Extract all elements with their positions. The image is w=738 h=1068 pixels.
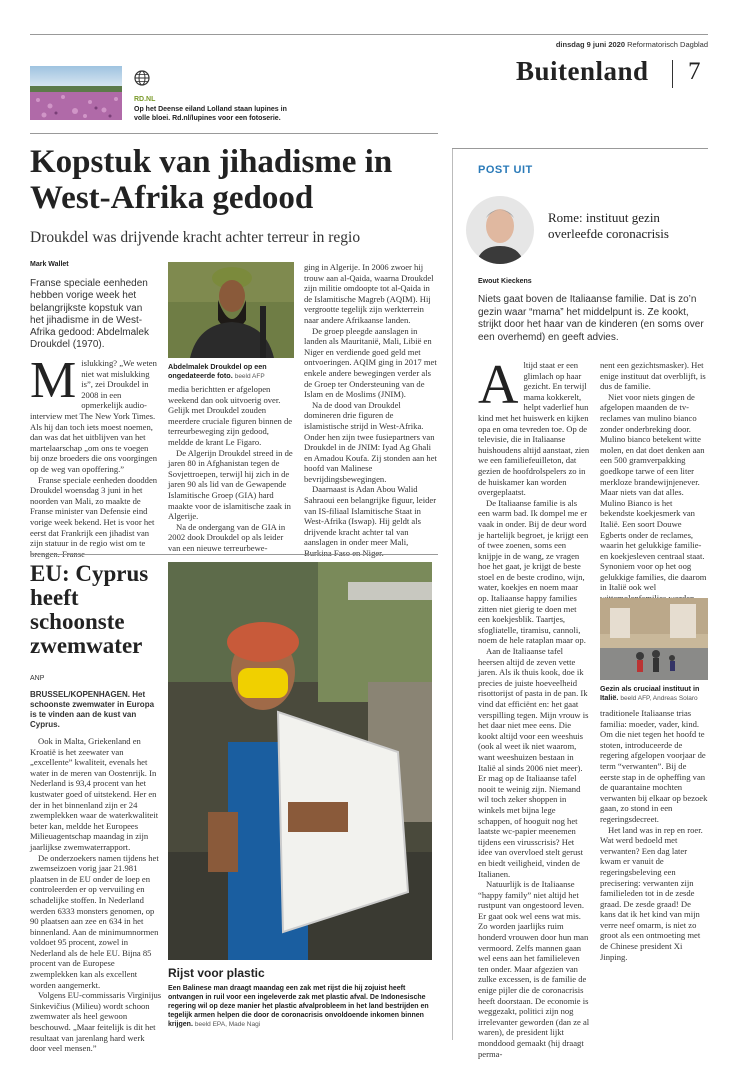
section-title: Buitenland xyxy=(516,56,649,86)
main-col1: Mislukking? „We weten niet wat mislukking is”, zei Droukdel in 2008 in een opmerkelijk audio-interview met The New York Times. Als hij dan toch iets moest noemen, dan was dat het uitblijven van het martelaarschap „om ons te voegen bij onze broeders die ons voorgingen op de weg van opoffering.” Franse speciale eenheden doodden Droukdel woensdag 3 juni in het noorden van Mali, zo maakte de Franse minister van Defensie eind vorige week bekend. Het is voor het eerst dat Frankrijk een jihadist van zijn statuur in de regio wist om te xyxy=(30,352,158,549)
rome-caption: Gezin als cruciaal instituut in Italië. beeld AFP, Andreas Solaro xyxy=(600,684,700,702)
lupines-photo[interactable] xyxy=(30,66,122,120)
post-uit-col1: Altijd staat er een glimlach op haar gezicht. En terwijl mama kokkerelt, helpt vaderlief hun kind met het huiswerk en kijken opa en oma tevreden toe. Op de televisie, die in Italiaanse huishoudens altijd aanstaat, zien we een familiefeuilleton, dat gezien de hoofdrolspelers zo in de huiskamer kan worden overgeplaatst. De Italiaanse familie is als een warm bad. Ik dompel me er vaak in onder. Bij de deur word je hartelijk begroet, je krijgt een of twee zoenen, soms een knijpje in de wang, ze vragen hoe het gaat, je krijgt de beste stoel en de beste crodino, wijn, water, koekjes en noem maar op. Italiaanse happy families zitten niet gierig te doen met een koekjesblik. Taartjes, sfogliatelle, tiramisu, cannoli, noem de hele rataplan maar op. Aan de Italiaanse tafel heersen altijd de zeven vette jaren. Als ik thuis kook, doe ik precies de juiste hoeveelheid risottorijst of pasta in de pan. Ik vind dat efficiënt en: het gaat verspilling tegen. Mijn vrouw is het daar niet mee eens. Die kookt altijd voor een weeshuis (ook al weet ik niet waarom, want weeshuizen bestaan in Italië al sinds 2006 niet meer). Er mag op de Italiaanse tafel nooit te weinig zijn. Niemand wil toch zeker shoppen in winkels met bijna lege schappen, of hooguit nog het laatste wc-papier meenemen tijdens een virusscrisis? Het idee van overvloed stelt gerust en biedt veiligheid, vinden de Italianen. Natuurlijk is de Italiaanse “happy family” niet altijd het rustpunt van ongestoord leven. Er gaat ook wel eens wat mis. Zo worden jaarlijks ruim honderd vrouwen door hun man vermoord. Zelfs mannen gaan wel eens aan het familieleven ten onder. Maar afgezien van zulke excessen, is de familie de enige pijler die de coronacrisis heeft doorstaan. De economie is weggezakt, politici zijn nog irrelevanter geworden (dan ze al waren), de president lijkt monddood gemaakt (hij draagt perma- xyxy=(478,354,590,1059)
section-rule xyxy=(30,554,438,555)
dropcap-a: A xyxy=(478,354,519,416)
main-col2: media berichtten er afgelopen weekend dan ook uitvoerig over. Gelijk met Droukdel zouden meerdere cruciale figuren binnen de terreurbeweging zijn gedood, meldde de krant Le Figaro. De Algerijn Droukdel streed in de jaren 80 in Afghanistan tegen de Sovjettroepen, terwijl hij zich in de jaren 90 als lid van de Gewapende Islamitische Groep (GIA) hard maakte voor de islamitische zaak in Algerije. Na de ondergang van de GIA in 2002 dook Droukdel op als leider van een nieuwe terreurbewe- xyxy=(168,384,293,553)
plastic-caption: Een Balinese man draagt maandag een zak met rijst die hij zojuist heeft ontvangen in ruil voor een ingeleverde zak met plastic afval. De Indonesische regering wil op deze manier het plastic afvalprobleem in het land bestrijden en tegelijk armen helpen die door de coronacrisis onvoldoende inkomen binnen krijgen. beeld EPA, Made Nagi xyxy=(168,985,429,1028)
plastic-photo[interactable] xyxy=(168,562,432,960)
cyprus-source: ANP xyxy=(30,675,45,682)
section-divider xyxy=(672,60,673,88)
page-number: 7 xyxy=(688,58,701,85)
plastic-title: Rijst voor plastic xyxy=(168,966,265,980)
main-rule xyxy=(30,133,438,134)
post-uit-headline: Rome: instituut gezin overleefde coronacrisis xyxy=(548,210,669,241)
post-uit-col2b: traditionele Italiaanse trias familia: moeder, vader, kind. Om die niet tegen het hoofd te stoten, introduceerde de regering afgelopen voorjaar de term “verwanten”. Bij de eerste stap in de opheffing van de quarantaine mochten verwanten bij elkaar op bezoek gaan, zo stond in een regeringsdecreet. Het land was in rep en roer. Wat werd bedoeld met verwanten? Een dag later kwam er vanuit de regeringsbeleving een precisering: verwanten zijn familieleden tot in de zesde graad. De zesde graad! De kans dat ik het kind van mijn verre neef omarm, is niet zo groot als een ontmoeting met de Chinese president Xi Jinping. xyxy=(600,708,708,962)
cyprus-headline: EU: Cyprus heeft schoonste zwemwater xyxy=(30,561,149,658)
droukdel-photo[interactable] xyxy=(168,262,294,358)
post-uit-rule xyxy=(452,148,708,149)
post-uit-label: POST UIT xyxy=(478,164,533,176)
dropcap: M xyxy=(30,352,77,409)
rome-photo[interactable] xyxy=(600,598,708,680)
dateline: dinsdag 9 juni 2020 Reformatorisch Dagblad xyxy=(555,40,708,49)
top-rule xyxy=(30,34,708,35)
teaser-source: RD.NL xyxy=(134,96,156,103)
cyprus-body: BRUSSEL/KOPENHAGEN. Het schoonste zwemwater in Europa is te vinden aan de kust van Cyprus. Ook in Malta, Griekenland en Kroatië is het zeewater van „excellente” kwaliteit, evenals het water in de meren van Oostenrijk. In Nederland is 93,4 procent van het kustwater goed of uitstekend. Her en der in het binnenland zijn er 24 zwemplekken waar de waterkwaliteit beter kan, meldde het Europees Milieuagentschap maandag in zijn jaarlijkse zwemwaterrapport. De onderzoekers namen tijdens het zwemseizoen vorig jaar 21.981 plaatsen in de EU onder de loep en controleerden er op vervuiling en schadelijke stoffen. In Nederland werden 6333 monsters genomen, op 90 plaatsen aan zee en 634 in het binnenland. Aan de minimumnormen voldoet 95 procent, zowel in Nederland als de hele EU. Bijna 85 procent van de Europese zwemplekken kan als excellent worden aangemerkt. Volgens EU-commissaris Virginijus Sinkevičius (Milieu) wordt schoon zwemwater als heel gewoon beschouwd. „Maar feitelijk is dit het resultaat van jarenlang hard werk door veel mensen.” xyxy=(30,690,162,1054)
globe-icon[interactable] xyxy=(134,70,150,90)
main-subheadline: Droukdel was drijvende kracht achter terreur in regio xyxy=(30,229,361,246)
main-headline: Kopstuk van jihadisme in West-Afrika gedood xyxy=(30,144,393,216)
droukdel-caption: Abdelmalek Droukdel op een ongedateerde foto. beeld AFP xyxy=(168,362,267,380)
main-col3: ging in Algerije. In 2006 zwoer hij trouw aan al-Qaida, waarna Droukdel zijn militie omdoopte tot al-Qaida in de Islamitische Magreb (AQIM). Hij vergrootte tegelijk zijn werkterrein naar andere Afrikaanse landen. De groep pleegde aanslagen in landen als Mauritanië, Mali, Libië en Niger en verdiende goed geld met ontvoeringen. AQIM ging in 2017 met enkele andere bewegingen verder als de Groep ter Ondersteuning van de Islam en de Moslims (JNIM). Na de dood van Droukdel domineren drie figuren de islamistische strijd in West-Afrika. Onder hen zijn twee fusiepartners van Droukdel in de JNIM: Iyad Ag Ghali en Amadou Koufa. Zij stonden aan het hoofd van Malinese bevrijdingsbewegingen. Daarnaast is Adan Abou Walid Sahraoui een belangrijke figuur, leider van IS-filiaal Islamitische Staat in West-Afrika (Iswap). Hij geldt als drijvende kracht achter tal van aanslagen in onder meer Mali, xyxy=(304,262,437,548)
teaser-text[interactable]: Op het Deense eiland Lolland staan lupines in volle bloei. Rd.nl/lupines voor een fotoserie. xyxy=(134,106,287,122)
post-uit-col2a: nent een gezichtsmasker). Het enige instituut dat overblijft, is dus de familie. Niet voor niets gingen de afgelopen maanden de tv-reclames van mulino bianco zonder onderbreking door. Mulino bianco betekent witte molen, en dat doet denken aan een 500 gramverpakking goedkope tarwe of een liter merkloze brandewijnjenever. Maar niets van dat alles. Mulino Bianco is het bekendste koekjesmerk van Italië. Een soort Douwe Egberts onder de reclames, waarin het gelukkige familie- en koekjesleven centraal staat. Synoniem voor op het oog gelukkige families, die daarom in Italië ook wel xyxy=(600,360,707,593)
main-author: Mark Wallet xyxy=(30,261,69,268)
post-uit-lead: Niets gaat boven de Italiaanse familie. Dat is zo’n gezin waar “mama” het middelpunt is. Ze kookt, strijkt door het haar van de kinderen (en soms over een overhemd) en geeft advies. xyxy=(478,294,704,343)
post-uit-author: Ewout Kieckens xyxy=(478,278,532,285)
author-avatar xyxy=(466,196,534,264)
main-lead: Franse speciale eenheden hebben vorige week het belangrijkste kopstuk van het jihadisme in de West-Afrika gedood: Abdelmalek Droukdel (1970). xyxy=(30,278,149,351)
